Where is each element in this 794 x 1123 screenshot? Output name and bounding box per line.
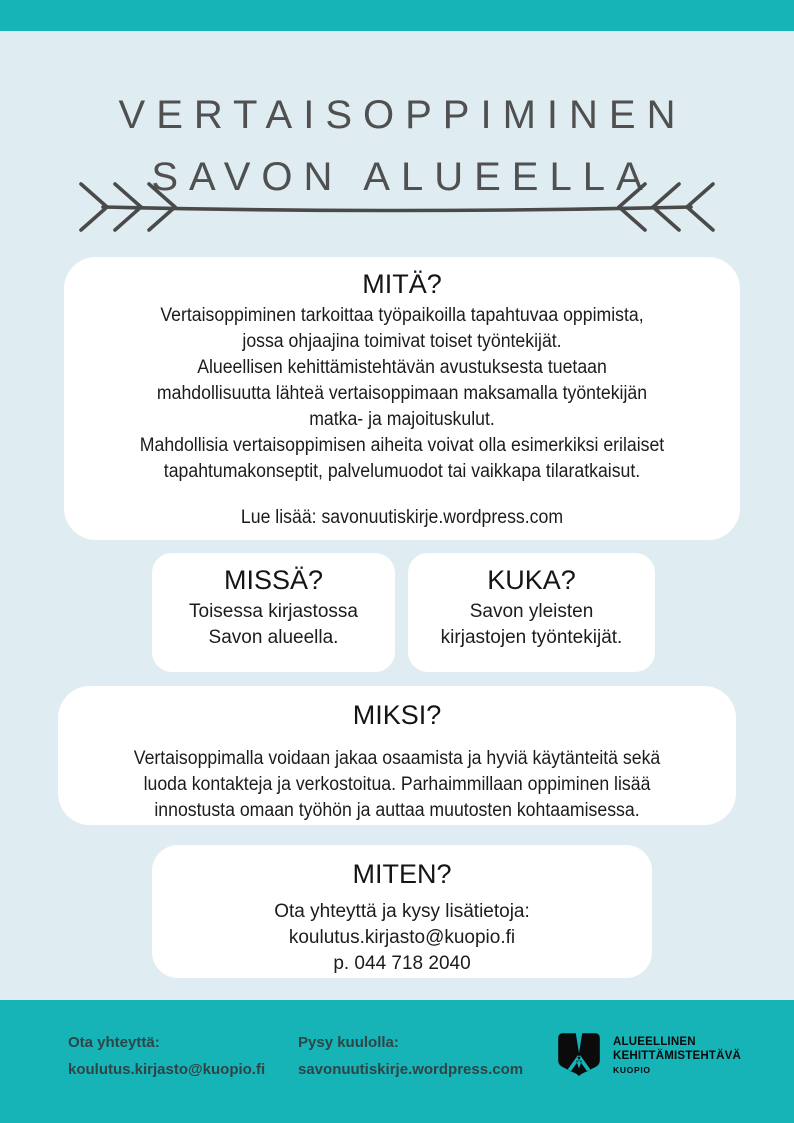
card-missa-heading: MISSÄ? [223,565,324,595]
card-mita-heading: MITÄ? [362,269,442,299]
card-miksi-heading: MIKSI? [352,700,442,730]
card-miten [152,845,652,978]
organization-logo [555,1031,741,1077]
card-kuka [408,553,655,672]
newsletter-url-text: Lue lisää: savonuutiskirje.wordpress.com [240,507,564,528]
logo-text-line-3: KUOPIO [613,1065,651,1075]
card-text-line: mahdollisuutta lähteä vertaisoppimaan maksamalla työntekijän [156,383,648,404]
card-text-line: Savon yleisten [469,601,594,622]
card-miksi [58,686,736,825]
m-owl-logo-icon [555,1031,603,1077]
card-text-line: Alueellisen kehittämistehtävän avustuksesta tuetaan [197,357,607,378]
footer-newsletter-url: savonuutiskirje.wordpress.com [298,1061,524,1078]
footer-contact-label: Ota yhteyttä: [68,1034,160,1051]
card-kuka-heading: KUKA? [487,565,576,595]
card-text-line: luoda kontakteja ja verkostoitua. Parhaimmillaan oppiminen lisää [143,774,651,795]
card-mita [64,257,740,540]
arrow-divider-icon [77,178,717,236]
card-text-line: Vertaisoppimalla voidaan jakaa osaamista ja hyviä käytänteitä sekä [133,748,661,769]
card-text-line: Toisessa kirjastossa [189,601,358,622]
card-text-line: jossa ohjaajina toimivat toiset työntekijät. [242,331,562,352]
card-text-line: matka- ja majoituskulut. [309,409,495,430]
page-title-line-2: SAVON ALUEELLA [151,155,654,199]
card-text-line: Mahdollisia vertaisoppimisen aiheita voivat olla esimerkiksi erilaiset [139,435,665,456]
card-text-line: tapahtumakonseptit, palvelumuodot tai vaikkapa tilaratkaisut. [163,461,641,482]
contact-email-text: koulutus.kirjasto@kuopio.fi [288,927,516,948]
card-text-line: Savon alueella. [208,627,339,648]
card-missa-body [152,599,395,651]
card-miten-heading: MITEN? [352,859,452,889]
card-missa [152,553,395,672]
footer-bar [0,1000,794,1123]
footer-contact-block [68,1033,265,1080]
card-miksi-body [82,746,713,824]
card-mita-body [88,303,717,531]
logo-text-line-2: KEHITTÄMISTEHTÄVÄ [613,1050,741,1062]
card-text-line: kirjastojen työntekijät. [440,627,623,648]
card-miten-body [152,899,652,977]
logo-text-block [613,1031,741,1077]
logo-text-line-1: ALUEELLINEN [613,1036,696,1048]
top-accent-bar [0,0,794,31]
card-text-line: Vertaisoppiminen tarkoittaa työpaikoilla tapahtuvaa oppimista, [160,305,644,326]
page-title-line-1: VERTAISOPPIMINEN [118,93,687,137]
card-kuka-body [408,599,655,651]
card-text-line: Ota yhteyttä ja kysy lisätietoja: [274,901,530,922]
card-text-line: innostusta omaan työhön ja auttaa muutosten kohtaamisessa. [154,800,640,821]
footer-contact-email: koulutus.kirjasto@kuopio.fi [68,1061,266,1078]
contact-phone-text: p. 044 718 2040 [333,953,471,974]
footer-newsletter-block [298,1033,523,1080]
footer-newsletter-label: Pysy kuulolla: [298,1034,399,1051]
